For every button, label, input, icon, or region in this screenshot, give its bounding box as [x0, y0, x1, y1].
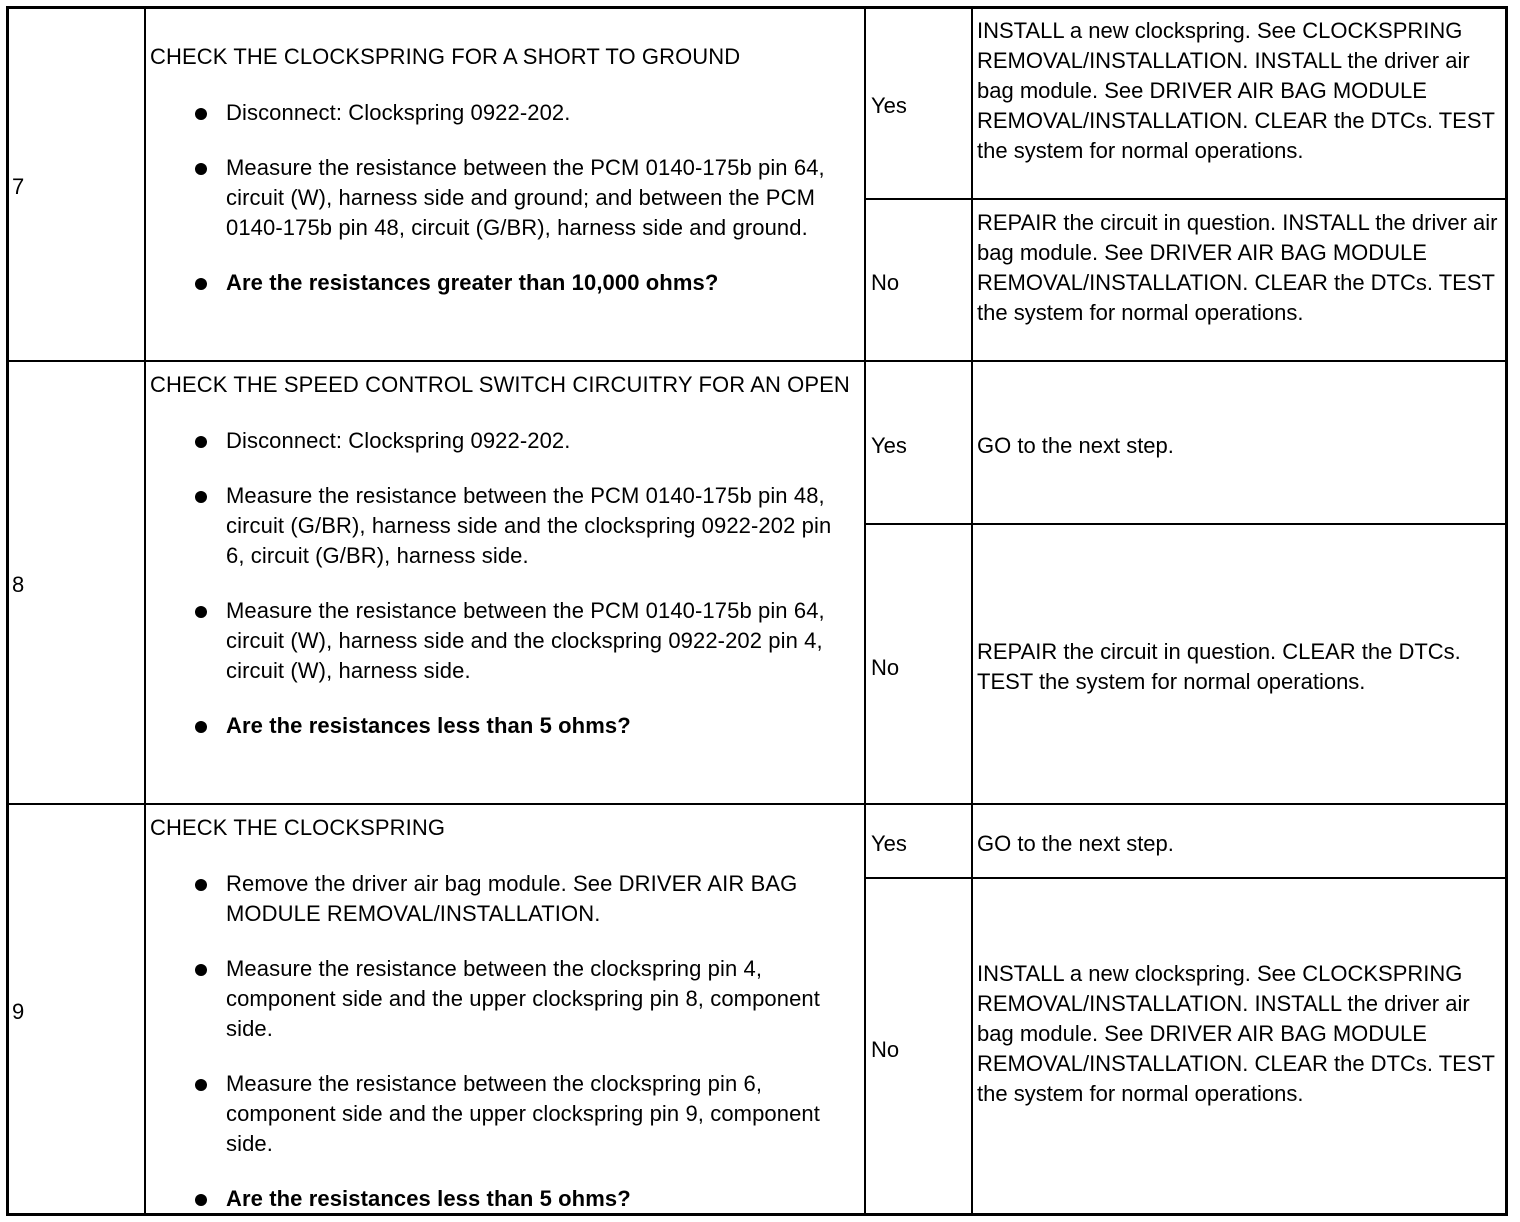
bullet-icon	[195, 491, 207, 503]
result-no: REPAIR the circuit in question. CLEAR the DTCs. TEST the system for normal operations.	[977, 639, 1461, 694]
answer-yes: Yes	[871, 831, 907, 856]
answer-no: No	[871, 1037, 900, 1062]
instruction-question: Are the resistances less than 5 ohms?	[150, 711, 850, 741]
result-yes: INSTALL a new clockspring. See CLOCKSPRING REMOVAL/INSTALLATION. INSTALL the driver air bag module. See DRIVER AIR BAG MODULE REMOVAL/INSTALLATION. CLEAR the DTCs. TEST the system for normal operations.	[977, 18, 1495, 163]
instruction-item: Measure the resistance between the clockspring pin 4, component side and the upper clockspring pin 8, component side.	[150, 954, 850, 1044]
bullet-icon	[195, 1194, 207, 1206]
result-no: INSTALL a new clockspring. See CLOCKSPRING REMOVAL/INSTALLATION. INSTALL the driver air bag module. See DRIVER AIR BAG MODULE REMOVAL/INSTALLATION. CLEAR the DTCs. TEST the system for normal operations.	[977, 961, 1495, 1106]
step-action	[150, 370, 850, 741]
bullet-icon	[195, 108, 207, 120]
result-no: REPAIR the circuit in question. INSTALL the driver air bag module. See DRIVER AIR BAG MODULE REMOVAL/INSTALLATION. CLEAR the DTCs. TEST the system for normal operations.	[977, 210, 1498, 325]
result-yes: GO to the next step.	[977, 433, 1174, 458]
step-action	[150, 42, 850, 298]
step-number: 8	[12, 572, 25, 597]
instruction-question: Are the resistances greater than 10,000 ohms?	[150, 268, 850, 298]
answer-no: No	[871, 270, 900, 295]
instruction-item: Remove the driver air bag module. See DRIVER AIR BAG MODULE REMOVAL/INSTALLATION.	[150, 869, 850, 929]
instruction-item: Measure the resistance between the clockspring pin 6, component side and the upper clockspring pin 9, component side.	[150, 1069, 850, 1159]
bullet-icon	[195, 163, 207, 175]
step-title: CHECK THE SPEED CONTROL SWITCH CIRCUITRY FOR AN OPEN	[150, 372, 850, 397]
bullet-icon	[195, 606, 207, 618]
row-divider	[9, 803, 1505, 805]
answer-divider	[864, 198, 1505, 200]
step-instructions	[150, 98, 850, 298]
step-number: 7	[12, 174, 25, 199]
answer-yes: Yes	[871, 433, 907, 458]
instruction-item: Measure the resistance between the PCM 0140-175b pin 48, circuit (G/BR), harness side and the clockspring 0922-202 pin 6, circuit (G/BR), harness side.	[150, 481, 850, 571]
step-action	[150, 813, 850, 1214]
bullet-icon	[195, 278, 207, 290]
answer-divider	[864, 877, 1505, 879]
column-divider	[144, 9, 146, 1213]
instruction-item: Disconnect: Clockspring 0922-202.	[150, 426, 850, 456]
row-divider	[9, 360, 1505, 362]
answer-divider	[864, 523, 1505, 525]
step-title: CHECK THE CLOCKSPRING FOR A SHORT TO GROUND	[150, 44, 741, 69]
instruction-item: Measure the resistance between the PCM 0140-175b pin 64, circuit (W), harness side and the clockspring 0922-202 pin 4, circuit (W), harness side.	[150, 596, 850, 686]
diagnostic-table	[6, 6, 1508, 1216]
step-instructions	[150, 869, 850, 1214]
instruction-question: Are the resistances less than 5 ohms?	[150, 1184, 850, 1214]
column-divider	[971, 9, 973, 1213]
step-instructions	[150, 426, 850, 741]
bullet-icon	[195, 1079, 207, 1091]
bullet-icon	[195, 436, 207, 448]
instruction-item: Disconnect: Clockspring 0922-202.	[150, 98, 850, 128]
bullet-icon	[195, 964, 207, 976]
answer-yes: Yes	[871, 93, 907, 118]
step-number: 9	[12, 999, 25, 1024]
bullet-icon	[195, 721, 207, 733]
bullet-icon	[195, 879, 207, 891]
answer-no: No	[871, 655, 900, 680]
result-yes: GO to the next step.	[977, 831, 1174, 856]
step-title: CHECK THE CLOCKSPRING	[150, 815, 446, 840]
instruction-item: Measure the resistance between the PCM 0140-175b pin 64, circuit (W), harness side and ground; and between the PCM 0140-175b pin 48, circuit (G/BR), harness side and ground.	[150, 153, 850, 243]
column-divider	[864, 9, 866, 1213]
